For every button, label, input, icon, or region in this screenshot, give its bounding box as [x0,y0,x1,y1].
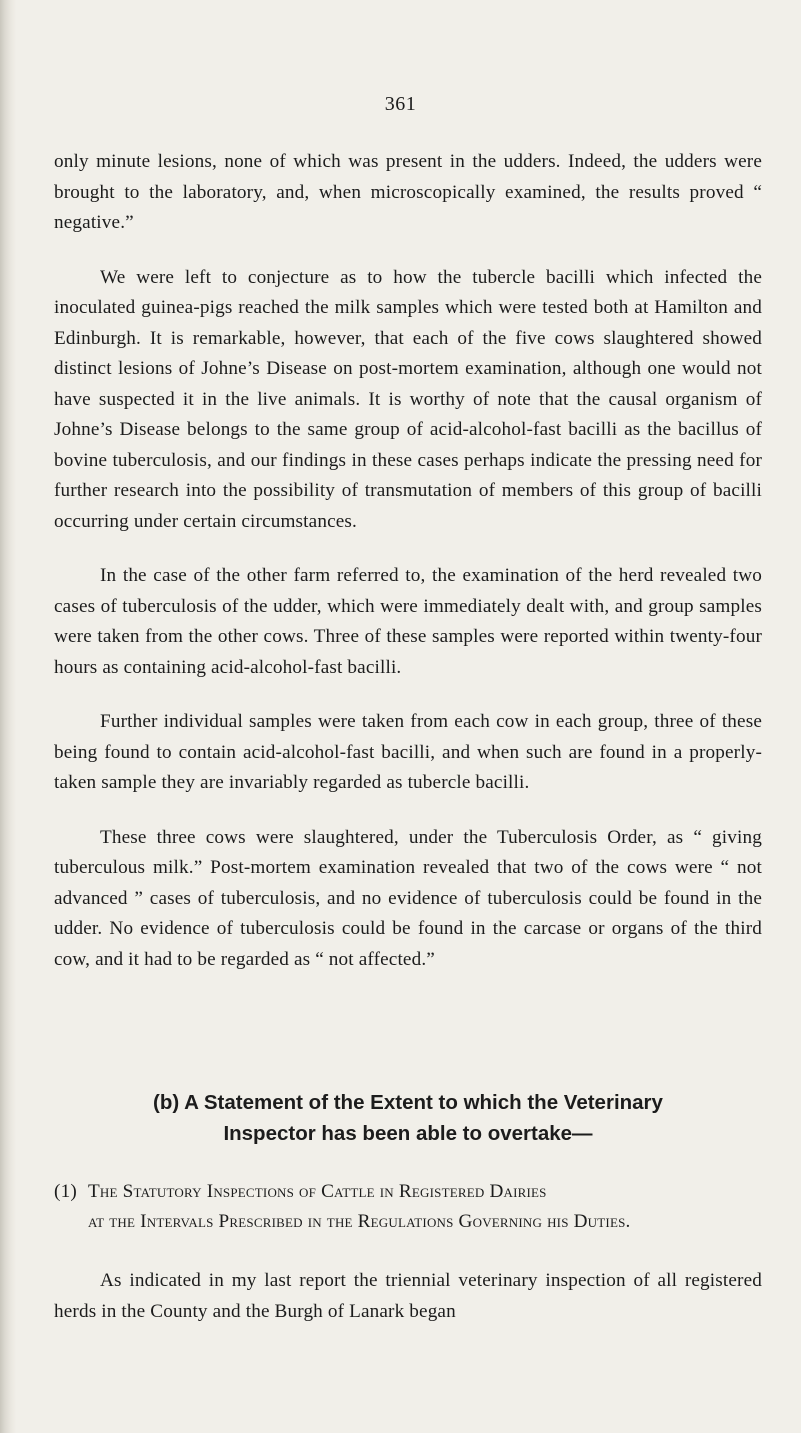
closing-text [54,1266,762,1351]
subsection-heading-line2: at the Intervals Prescribed in the Regulations Governing his Duties. [88,1211,631,1232]
body-text [54,147,762,999]
paragraph-conjecture: We were left to conjecture as to how the tubercle bacilli which infected the inoculated guinea-pigs reached the milk samples which were tested both at Hamilton and Edinburgh. It is remarkable, however, that each of the five cows slaughtered showed distinct lesions of Johne’s Disease on post-mortem examination, although one would not have suspected it in the live animals. It is worthy of note that the causal organism of Johne’s Disease belongs to the same group of acid-alcohol-fast bacilli as the bacillus of bovine tuberculosis, and our findings in these cases perhaps indicate the pressing need for further research into the possibility of transmutation of members of this group of bacilli occurring under certain circumstances. [54,266,762,532]
paragraph-continued: only minute lesions, none of which was present in the udders. Indeed, the udders were brought to the laboratory, and, when microscopically examined, the results proved “ negative.” [54,151,762,233]
paragraph-other-farm: In the case of the other farm referred to, the examination of the herd revealed two cases of tuberculosis of the udder, which were immediately dealt with, and group samples were taken from the other cows. Three of these samples were reported within twenty-four hours as containing acid-alcohol-fast bacilli. [54,565,762,678]
section-heading-b-line2: Inspector has been able to overtake— [223,1122,593,1145]
page-edge-shadow [0,0,16,1433]
subsection-heading-line1: The Statutory Inspections of Cattle in Registered Dairies [88,1181,547,1202]
subsection-heading-1 [54,1177,762,1237]
paragraph-slaughtered: These three cows were slaughtered, under the Tuberculosis Order, as “ giving tuberculous milk.” Post-mortem examination revealed that two of the cows were “ not advanced ” cases of tuberculosis, and no evidence of tuberculosis could be found in the udder. No evidence of tuberculosis could be found in the carcase or organs of the third cow, and it had to be regarded as “ not affected.” [54,826,762,970]
paragraph-triennial-inspection: As indicated in my last report the triennial veterinary inspection of all registered herds in the County and the Burgh of Lanark began [54,1270,762,1322]
paragraph-individual-samples: Further individual samples were taken from each cow in each group, three of these being found to contain acid-alcohol-fast bacilli, and when such are found in a properly-taken sample they are invariably regarded as tubercle bacilli. [54,711,762,793]
section-heading-b [54,1087,762,1149]
section-heading-b-line1: (b) A Statement of the Extent to which the Veterinary [153,1091,663,1114]
subsection-number: (1) [54,1181,77,1202]
page-number: 361 [384,93,417,115]
